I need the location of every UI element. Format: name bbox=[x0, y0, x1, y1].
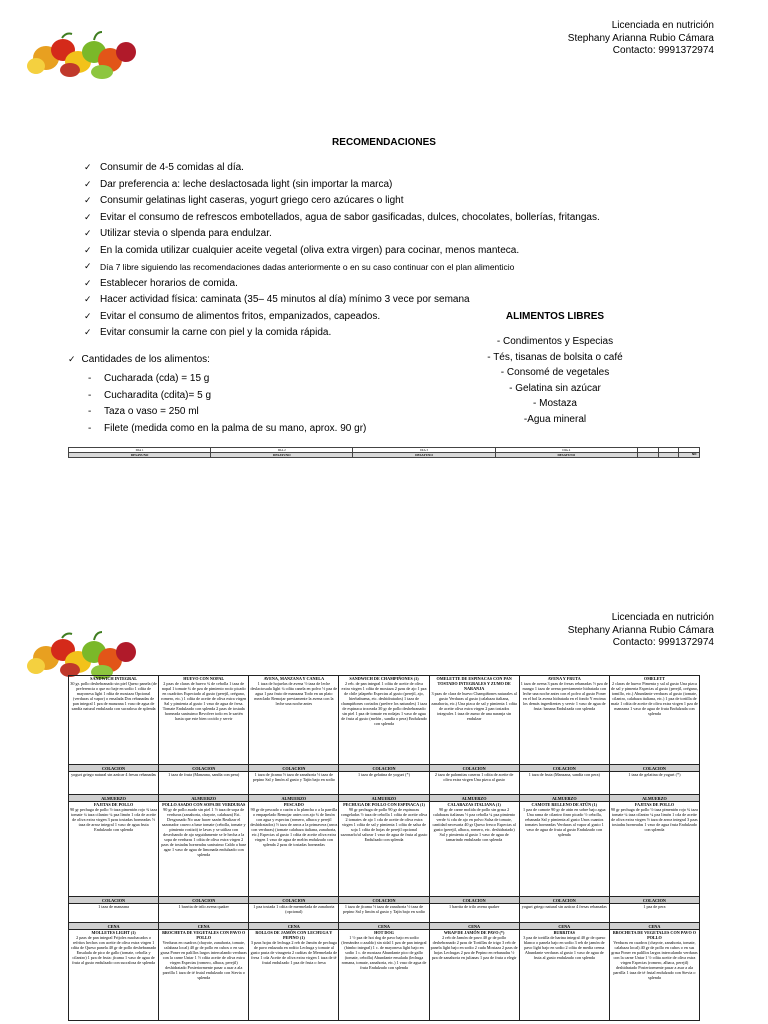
quantity-item: - Taza o vaso = 250 ml bbox=[88, 406, 199, 417]
lunch-label-row bbox=[69, 795, 700, 802]
meal-label bbox=[658, 453, 679, 458]
check-icon: ✓ bbox=[84, 278, 92, 289]
meal-label: CENA bbox=[159, 923, 249, 930]
nutritionist-header bbox=[568, 612, 714, 650]
header-name: Stephany Arianna Rubio Cámara bbox=[567, 624, 714, 636]
recommendation-item: ✓ Consumir gelatinas light caseras, yogurt griego cero azúcares o light bbox=[84, 193, 600, 210]
menu-cell: FAJITAS DE POLLO 90 gr pechuga de pollo ½ taza pimentón rojo ¾ taza tomate ¼ taza cilantro ¼ pza limón 1 cda de aceite de oliva extra virgen ½ taza de arroz integral 3 pzas tostadas horneadas 1 vaso de agua fruta Endulzado con splenda bbox=[609, 802, 699, 897]
meal-label: COLACION bbox=[339, 765, 429, 772]
meal-label: COLACION bbox=[249, 897, 339, 904]
meal-label: COLACION bbox=[69, 765, 159, 772]
recommendations-title: RECOMENDACIONES bbox=[332, 137, 436, 148]
quantities-heading: ✓ Cantidades de los alimentos: bbox=[68, 354, 210, 365]
meal-label: ALMUERZO bbox=[69, 795, 159, 802]
check-icon: ✓ bbox=[84, 311, 92, 322]
meal-label: COLACION bbox=[519, 765, 609, 772]
check-icon: ✓ bbox=[84, 196, 92, 206]
meal-label: ALMUERZO bbox=[339, 795, 429, 802]
free-food-item: -Agua mineral bbox=[523, 413, 587, 425]
free-food-item: - Consomé de vegetales bbox=[500, 367, 610, 378]
check-icon: ✓ bbox=[68, 355, 76, 365]
meal-label: COLACION bbox=[429, 897, 519, 904]
meal-label: ALMUERZO bbox=[519, 795, 609, 802]
meal-label: CENA bbox=[249, 923, 339, 930]
menu-cell: 1 pza de pera bbox=[609, 904, 699, 923]
snack-label-row bbox=[69, 897, 700, 904]
menu-cell: yogurt griego natural sin azúcar 4 fresas rebanadas bbox=[519, 904, 609, 923]
header-contact: Contacto: 9991372974 bbox=[612, 45, 714, 56]
menu-cell: BROCHETA DE VEGETALES CON PAVO O POLLO Verduras en cuadros (chayote, zanahoria, tomate, calabaza local) 40 gr de pollo en cubos o en sus grasa Poner en palillos largos intercalando verduras con la carne Untar 1 ½ cdita aceite de oliva extra virgen Especias (romero, albaca, perejil) deshidratado Posteriormente pasar a asar a ala parrilla 1 taza de té frutal endulzado con Stevia o splenda bbox=[609, 930, 699, 1021]
header-contact: Contacto: 9991372974 bbox=[612, 637, 714, 648]
meal-label: COLACION bbox=[609, 897, 699, 904]
recommendation-item: ✓ Utilizar stevia o slpenda para endulzar. bbox=[84, 226, 600, 243]
menu-cell: yogurt griego natural sin azúcar 4 fresas rebanadas bbox=[69, 772, 159, 795]
menu-cell: 1 taza de gelatina de yogurt (*) bbox=[609, 772, 699, 795]
menu-cell: SANDWICH INTEGRAL 30 gr. pollo deshebranado sin piel Queso panela (de preferencia o que no baje en sodio 1 cdita de mayonesa light 1 rdita de mostaza Opcional (verduras al vapor) o ensalada Dos rebanadas de pan integral 1 pza de manzana 1 vaso de agua de sandía natural endulzada con sucralosa de splenda bbox=[69, 676, 159, 765]
menu-cell: 1 taza de gelatina de yogurt (*) bbox=[339, 772, 429, 795]
free-food-item: - Condimentos y Especias bbox=[496, 336, 614, 347]
meal-label: COLACION bbox=[609, 765, 699, 772]
meal-label: CENA bbox=[69, 923, 159, 930]
day-label: DIA 2 bbox=[211, 448, 353, 453]
menu-cell: WRAP DE JAMÓN DE PAVO (*) 2 reb de Jamón de pavo 40 gr de pollo deshebranado 2 pzas de Tortillas de trigo 3 reb de panela light bajo en sodio 2 cuda Mostaza 2 pzas de hojas Lechugas 2 pza de Pepino en rebanadas ½ pza de zanahoria en julianas 1 pza de fruta a elegir bbox=[429, 930, 519, 1021]
meal-label: CENA bbox=[519, 923, 609, 930]
recommendation-item: ✓ Evitar el consumo de refrescos embotellados, agua de sabor gasificadas, dulces, chocolates, bollerías, fritangas. bbox=[84, 210, 600, 227]
meal-plan-page bbox=[0, 600, 768, 1024]
meal-label: DESAYUNO bbox=[69, 453, 211, 458]
recommendation-item: ✓ Dar preferencia a: leche deslactosada light (sin importar la marca) bbox=[84, 177, 600, 194]
check-icon: ✓ bbox=[84, 212, 92, 223]
menu-cell: HOT DOG 1 ½ pza de hot dog de pavo bajo en sodio (fernández o azaldo) sin sidal 1 pza de pan integral (bimbo integral) 1 c. de mayonesa light bajo en sodio 1 c. de mostaza Abundante pico de gallo (tomate, cebolla) Abundante ensalada (lechuga romana, tomate, zanahoria, etc.) 1 vaso de agua de fruta Endulzado con splenda bbox=[339, 930, 429, 1021]
menu-cell: AVENA Y FRUTA 1 taza de avena 3 pzas de fresas rebanadas ½ pza de mango 1 taza de avena previamente hidratada con leche una noche antes con el polvo al gusto Poner en el bol la avena hidratada en el fondo Y encima los demás ingredientes y servir 1 vaso de agua de fruta: banana Endulzada con splenda bbox=[519, 676, 609, 765]
meal-label: COLACION bbox=[159, 897, 249, 904]
page-gap bbox=[0, 462, 768, 600]
snack-row bbox=[69, 772, 700, 795]
menu-cell: POLLO ASADO CON SOPA DE VERDURAS 90 gr de pollo asado sin piel 1 ½ taza de sopa de verduras (zanahoria, chayote, calabaza) Est. Desgrasado No usar hacer sazón Realizar el sazonador casero a base tomate (cebolla, tomate y pimiento rostizó) te lavas y se utiliza con desechando de ajo seguidamente se le hecha a la sopa de verduras 1 cdita de oliva extra virgen 2 pzas de tostadas horneadas sanissimo Caldo a base agar 1 vaso de agua de limonada endulzado con splenda bbox=[159, 802, 249, 897]
free-foods-title: ALIMENTOS LIBRES bbox=[505, 311, 605, 322]
check-icon: ✓ bbox=[84, 179, 92, 190]
free-foods-list bbox=[440, 334, 670, 427]
check-icon: ✓ bbox=[84, 229, 92, 239]
meal-label: ALMUERZO bbox=[429, 795, 519, 802]
menu-cell: 1 taza de jícama ½ taza de zanahoria ½ taza de pepino Sal y limón al gusto y Tajín bajo en sodio bbox=[249, 772, 339, 795]
meal-label: COLACION bbox=[249, 765, 339, 772]
recommendations-page bbox=[0, 0, 768, 462]
menu-cell: OMELETT 2 claras de huevo Pimenta y sal al gusto Una pizca de sal y pimenta Especias al gusto (perejil, orégano, tomillo, etc.) Abundante verduras al gusto (tomate, cilantro, calabaza italiana, etc.) 1 pza de tortilla de maíz 1 cdita de aceite de oliva extra virgen 1 pza de manzana 1 vaso de agua de fruta Endulzada con splenda bbox=[609, 676, 699, 765]
menu-cell: AVENA, MANZANA Y CANELA 1 taza de hojuelas de avena ½ taza de leche deslactosada light ¼ cdita canela en polvo ½ pza de agua 1 pza fruto de manzana Todo en un plato mezclado Remojar previamente la avena con la leche una noche antes bbox=[249, 676, 339, 765]
day-label: DIA 4 bbox=[495, 448, 637, 453]
quantity-item: - Cucharadita (cdita)= 5 g bbox=[88, 389, 212, 401]
check-icon: ✓ bbox=[84, 328, 92, 338]
meal-label: COLACION bbox=[69, 897, 159, 904]
meal-label: CENA bbox=[609, 923, 699, 930]
menu-cell: PESCADO 90 gr de pescado o cazón a la plancha o a la parrilla o empapelado Remojar antes con ajo ¾ de limón con agua y especias (romero, albaca y perejil deshidratados) ½ taza de arroz a la primavera (arroz con verduras) (tomate calabaza italiana, zanahoria, etc.) Especias al gusto 1 cdita de aceite oliva extra virgen 1 vaso de agua de melón endulzado con splenda 2 pzas de tostadas horneadas bbox=[249, 802, 339, 897]
check-icon: ✓ bbox=[84, 262, 92, 272]
menu-cell: 1 taza de fruta (Manzana, sandía con pera) bbox=[159, 772, 249, 795]
menu-cell: 1 taza de jícama ½ taza de zanahoria ½ taza de pepino Sal y limón al gusto y Tajín bajo en sodio bbox=[339, 904, 429, 923]
quantity-item: - Filete (medida como en la palma de su mano, aprox. 90 gr) bbox=[88, 422, 367, 434]
day-label: DIA 1 bbox=[69, 448, 211, 453]
quantities-list bbox=[88, 371, 366, 437]
recommendation-item: ✓ Hacer actividad física: caminata (35– 45 minutos al día) mínimo 3 vece por semana bbox=[84, 292, 600, 309]
recommendation-item: ✓ Establecer horarios de comida. bbox=[84, 276, 600, 293]
free-food-item: - Mostaza bbox=[533, 398, 577, 409]
header-title: Licenciada en nutrición bbox=[611, 20, 714, 31]
menu-cell: BURRITAS 3 pza de tortilla de harina integral 40 gr de queso blanco o panela bajo en sodio 3 reb de jamón de pavo light bajo en sodio 2 cdita de media crema Abundante verduras al gusto 1 vaso de agua de fruta al gusto endulzado con splenda bbox=[519, 930, 609, 1021]
menu-cell: MOLLETES LIGHT (1) 2 pzas de pan integral Frijoles machacados o refritos hechos con aceite de oliva extra virgen 1 cdita de Queso panela 40 gr de pollo deshebranado Ensalada de pico de gallo (tomate, cebolla y cilantro) 1 pza de fruta: jícama 1 vaso de agua de fruta al gusto endulzado con sucralosa de splenda bbox=[69, 930, 159, 1021]
fruit-logo-icon bbox=[18, 22, 140, 84]
snack-row bbox=[69, 904, 700, 923]
meal-label: DESAYUNO bbox=[353, 453, 495, 458]
meal-label: COLACION bbox=[159, 765, 249, 772]
recommendation-item: ✓ Consumir de 4-5 comidas al día. bbox=[84, 160, 600, 177]
nutritionist-header bbox=[568, 20, 714, 58]
menu-cell: 2 taza de palomitas caseras 1 cdita de aceite de oliva extra virgen Una pizca al gusto bbox=[429, 772, 519, 795]
menu-cell: CAMOTE RELLENO DE ATÚN (1) 1 pza de camote 90 gr de atún en sobre bajo agua Una rama de cilantro finro picado ½ cebolla, rebanada Sal y pimienta al gusto Unos cuantos tomates horneadas Verduras al vapor al gusto 1 vaso de agua de fruta al gusto Endulzado con splenda bbox=[519, 802, 609, 897]
menu-cell: 1 pza tostada 1 cdita de mermelada de zanahoria (opcional) bbox=[249, 904, 339, 923]
recommendation-item: ✓ Evitar consumir la carne con piel y la comida rápida. bbox=[84, 325, 600, 342]
day-label: DIA 3 bbox=[353, 448, 495, 453]
menu-cell: 1 barrita de trilo avena quaker bbox=[159, 904, 249, 923]
menu-cell: HUEVO CON NOPAL 2 pzas de claras de huevo ¾ de cebolla 1 taza de nopal 1 tomate ¾ de pza de pimiento rocío picado en cuadritos Especiado al gusto (perejil, orégano, romero, etc.) 1 cdita de aceite de oliva extra virgen Sal y pimienta al gusto 1 vaso de agua de fresa. Tomate Endulzado con splenda 2 pzas de tostada horneada sanissimo Revolver todo en le sartén hasta que este bien cocido y servir bbox=[159, 676, 249, 765]
recommendation-item: ✓ Evitar el consumo de alimentos fritos, empanizados, capeados. bbox=[84, 309, 600, 326]
snack-label-row bbox=[69, 765, 700, 772]
breakfast-row bbox=[69, 676, 700, 765]
menu-cell: 1 barrita de trilo avena quaker bbox=[429, 904, 519, 923]
meal-label: ALMUERZO bbox=[249, 795, 339, 802]
menu-cell: ROLLOS DE JAMÓN CON LECHUGA Y PEPINO (1) 3 pzas hojas de lechuga 2 reb de Jamón de pechuga de pavo enlazada en rodito Lechuga y tomate al gusto pasta de vinagreta 2 cuditas de Mermelada de fresa 1 cda Aceite de oliva extra virgen 1 taza de té frutal endulzado 1 pza de fruta o fresa bbox=[249, 930, 339, 1021]
meal-label: CENA bbox=[339, 923, 429, 930]
menu-cell: CALABAZAS ITALIANA (1) 90 gr de carne molida de pollo sin grasa 2 calabazas italianas ½ pza cebolla ¼ pza pimiento verde ¼ cda de ajo en polvo Salsa de tomate, cantidad necesaria 40 gr Queso fresco Especias al gusto (perejil, albaca, romero, etc. deshidratado) Sal y pimienta al gusto 1 vaso de agua de tamarindo endulzado con splenda bbox=[429, 802, 519, 897]
recommendation-item: ✓ Día 7 libre siguiendo las recomendaciones dadas anteriormente o en su caso continuar con el plan alimenticio bbox=[84, 259, 600, 276]
weekly-menu-table bbox=[68, 675, 700, 1021]
dinner-row bbox=[69, 930, 700, 1021]
header-title: Licenciada en nutrición bbox=[611, 612, 714, 623]
free-food-item: - Tés, tisanas de bolsita o café bbox=[487, 351, 623, 363]
meal-label-tail: NO bbox=[692, 452, 697, 456]
meal-label: DESAYUNO bbox=[495, 453, 637, 458]
check-icon: ✓ bbox=[84, 163, 92, 173]
quantity-item: - Cucharada (cda) = 15 g bbox=[88, 373, 210, 384]
meal-label bbox=[637, 453, 658, 458]
day-header-table bbox=[68, 447, 700, 458]
meal-label: ALMUERZO bbox=[159, 795, 249, 802]
check-icon: ✓ bbox=[84, 295, 92, 305]
meal-label: ALMUERZO bbox=[609, 795, 699, 802]
menu-cell: OMELETTE DE ESPINACAS CON PAN TOSTADO INTEGRALES Y ZUMO DE NARANJA 3 pzas de clara de huevo Champiñones naturales al gusto Verduras al gusto (calabaza italiana, zanahoria, etc.) Una pizca de sal y pimienta 1 cdita de aceite oliva extra virgen 2 pan tostados integrales 1 taza de zumo de una naranja sin endulzar bbox=[429, 676, 519, 765]
menu-cell: PECHUGA DE POLLO CON ESPINACA (1) 90 gr pechuga de pollo 90 gr de espinacas congeladas ½ taza de cebolla 1 cdita de aceite oliva 2 tomates de ajo 1 cda de aceite de oliva extra virgen 1 cdita de sal y pimienta 1 cdita de salsa de soja 1 cdita de hojas de perejil opcional sazonarlo/al salsear 1 vaso de agua de fruta al gusto Endulzado con splenda bbox=[339, 802, 429, 897]
menu-cell: 1 taza de fruta (Manzana, sandía con pera) bbox=[519, 772, 609, 795]
meal-label: COLACION bbox=[339, 897, 429, 904]
lunch-row bbox=[69, 802, 700, 897]
menu-cell: SANDWICH DE CHAMPIÑONES (1) 2 reb. de pan integral 1 cdita de aceite de oliva extra virgen 1 cdita de mostaza 2 pzas de ajo 1 pza de chile jalapeño Especias al gusto (perejil, ajo, hierbabuena, etc. deshidratados) 1 taza de champiñones cortados (prefere los naturales) 1 taza de espinaca troceada 30 gr de pollo deshebranado sin piel 1 pza de tomate en rodajas 1 vaso de agua de fruta al gusto (melón , sandía o pera) Endulzado con splenda bbox=[339, 676, 429, 765]
dinner-label-row bbox=[69, 923, 700, 930]
meal-label: COLACION bbox=[429, 765, 519, 772]
free-food-item: - Gelatina sin azúcar bbox=[509, 382, 601, 394]
meal-label: COLACION bbox=[519, 897, 609, 904]
menu-cell: 1 taza de manzana bbox=[69, 904, 159, 923]
header-name: Stephany Arianna Rubio Cámara bbox=[567, 32, 714, 44]
check-icon: ✓ bbox=[84, 245, 92, 256]
recommendation-item: ✓ En la comida utilizar cualquier aceite vegetal (oliva extra virgen) para cocinar, menos manteca. bbox=[84, 243, 600, 260]
meal-label: CENA bbox=[429, 923, 519, 930]
menu-cell: FAJITAS DE POLLO 90 gr pechuga de pollo ½ taza pimentón rojo ¾ taza tomate ¼ taza cilantro ¼ pza limón 1 cda de aceite de oliva extra virgen 3 pzas tostadas horneadas ½ taza de arroz integral 1 vaso de agua fruta Endulzado con splenda bbox=[69, 802, 159, 897]
menu-cell: BROCHETA DE VEGETALES CON PAVO O POLLO Verduras en cuadros (chayote, zanahoria, tomate, calabaza local) 40 gr de pollo en cubos o en sus grasa Poner en palillos largos intercalando verduras con la carne Untar 1 ½ cdita aceite de oliva extra virgen Especias (romero, albaca, perejil) deshidratado Posteriormente pasar a asar a ala parrilla 1 taza de té frutal endulzado con Stevia o splenda bbox=[159, 930, 249, 1021]
meal-label: DESAYUNO bbox=[211, 453, 353, 458]
